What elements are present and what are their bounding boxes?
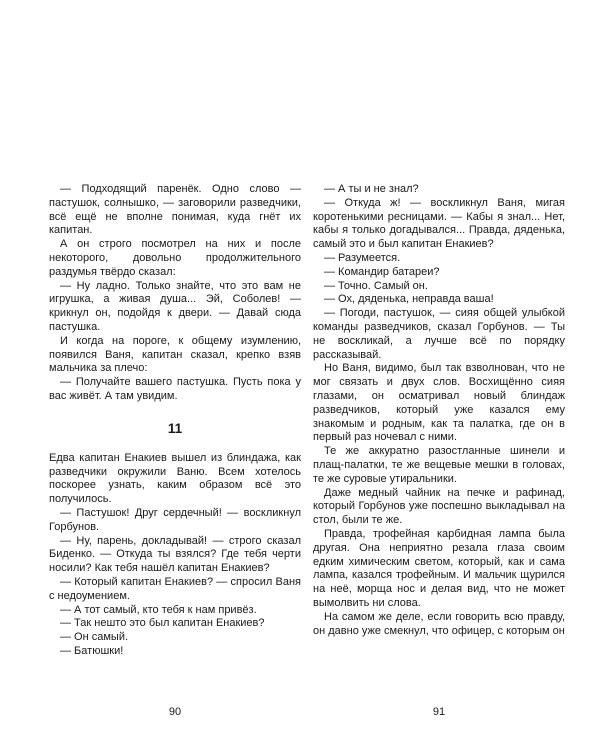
paragraph: — Точно. Самый он. bbox=[324, 279, 428, 292]
paragraph: — А тот самый, кто тебя к нам привёз. bbox=[60, 603, 257, 616]
paragraph: — Который капитан Енакиев? — спросил Ваня с недоумением. bbox=[49, 575, 301, 602]
page-number-left: 90 bbox=[168, 706, 182, 718]
paragraph: Даже медный чайник на печке и рафинад, который Горбунов уже поспешно выкладывал на стол, были те же. bbox=[313, 486, 565, 527]
paragraph: — Ну, парень, докладывай! — строго сказал Биденко. — Откуда ты взялся? Где тебя черти носили? Как тебя нашёл капитан Енакиев? bbox=[49, 534, 301, 575]
paragraph: — Ох, дяденька, неправда ваша! bbox=[324, 293, 494, 306]
right-text bbox=[313, 183, 565, 638]
paragraph: Но Ваня, видимо, был так взволнован, что не мог связать и двух слов. Восхищённо сияя глазами, он осматривал новый блиндаж разведчиков, который уже казался ему знакомым и родным, как та палатка, где он в первый раз ночевал с ними. bbox=[313, 362, 565, 444]
paragraph: Правда, трофейная карбидная лампа была другая. Она неприятно резала глаза своим едким химическим светом, который, как и сама лампа, казался трофейным. И мальчик щурился на неё, морща нос и делая вид, что не может вымолвить ни слова. bbox=[313, 527, 565, 609]
paragraph: И когда на пороге, к общему изумлению, появился Ваня, капитан сказал, крепко взяв мальчика за плечо: bbox=[49, 334, 301, 375]
paragraph: А он строго посмотрел на них и после некоторого, довольно продолжительного раздумья твёрдо сказал: bbox=[49, 238, 301, 278]
paragraph: — Погоди, пастушок, — сияя общей улыбкой команды разведчиков, сказал Горбунов. — Ты не воскликай, а лучше всё по порядку рассказывай. bbox=[313, 307, 565, 361]
paragraph: Едва капитан Енакиев вышел из блиндажа, как разведчики окружили Ваню. Всем хотелось поскорее узнать, каким образом всё это получилось. bbox=[49, 451, 301, 506]
paragraph: — Пастушок! Друг сердечный! — воскликнул Горбунов. bbox=[49, 506, 301, 533]
chapter-heading: 11 bbox=[167, 420, 183, 436]
left-before-chapter bbox=[49, 183, 301, 404]
paragraph: — Командир батареи? bbox=[324, 265, 440, 278]
paragraph: — Разумеется. bbox=[324, 251, 401, 264]
paragraph: — Подходящий паренёк. Одно слово — пастушок, солнышко, — заговорили разведчики, всё ещё не вполне понимая, куда гнёт их капитан. bbox=[49, 183, 301, 237]
paragraph: — Он самый. bbox=[60, 631, 129, 644]
paragraph: — А ты и не знал? bbox=[324, 183, 419, 195]
paragraph: — Батюшки! bbox=[60, 644, 124, 657]
paragraph: Те же аккуратно разостланные шинели и плащ-палатки, те же вещевые мешки в головах, те же суровые утиральники. bbox=[313, 445, 565, 485]
left-page bbox=[49, 183, 301, 659]
left-after-chapter bbox=[49, 452, 301, 659]
paragraph: — Получайте вашего пастушка. Пусть пока у вас живёт. А там увидим. bbox=[49, 376, 301, 402]
paragraph: — Откуда ж! — воскликнул Ваня, мигая коротенькими ресницами. — Кабы я знал... Нет, кабы я только догадывался... Правда, дяденька, самый это и был капитан Енакиев? bbox=[313, 196, 565, 251]
paragraph: На самом же деле, если говорить всю правду, он давно уже смекнул, что офицер, с которым он bbox=[313, 610, 565, 637]
paragraph: — Ну ладно. Только знайте, что это вам не игрушка, а живая душа... Эй, Соболев! — крикнул он, подойдя к двери. — Давай сюда пастушка. bbox=[49, 279, 301, 333]
page-number-right: 91 bbox=[432, 706, 446, 718]
right-page bbox=[313, 183, 565, 638]
paragraph: — Так нешто это был капитан Енакиев? bbox=[60, 617, 265, 630]
